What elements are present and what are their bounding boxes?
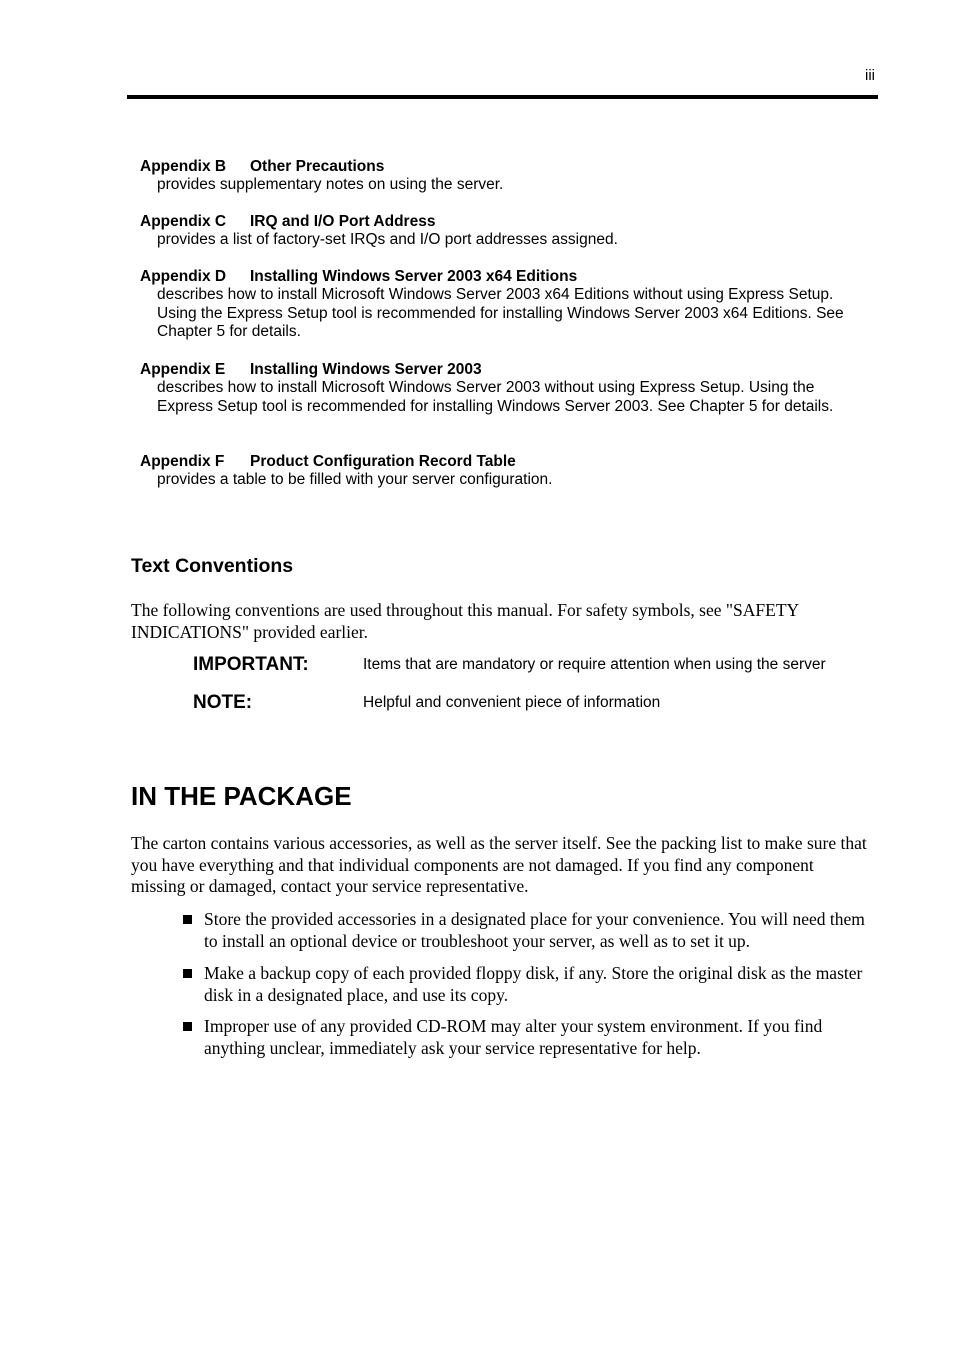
appendix-heading [140, 360, 870, 379]
appendix-title: Installing Windows Server 2003 x64 Editions [250, 268, 578, 285]
list-item [183, 908, 873, 952]
package-heading: IN THE PACKAGE [131, 781, 352, 811]
list-item [183, 962, 873, 1006]
appendix-c [140, 212, 870, 250]
bullet-square-icon [183, 1022, 192, 1031]
text-conventions-intro: The following conventions are used throughout this manual. For safety symbols, see "SAFETY INDICATIONS" provided earlier. [131, 600, 799, 642]
convention-definition: Items that are mandatory or require attention when using the server [363, 656, 826, 673]
appendix-heading [140, 267, 870, 286]
header-rule [127, 95, 878, 99]
appendix-label: Appendix B [140, 158, 227, 175]
bullet-square-icon [183, 915, 192, 924]
appendix-description: provides a list of factory-set IRQs and I/O port addresses assigned. [157, 231, 618, 248]
appendix-label: Appendix E [140, 361, 226, 378]
convention-note [193, 692, 883, 716]
appendix-title: Installing Windows Server 2003 [250, 361, 482, 378]
convention-term: IMPORTANT: [193, 654, 309, 675]
appendix-label: Appendix C [140, 213, 227, 230]
list-item [183, 1015, 873, 1059]
appendix-description: provides supplementary notes on using the server. [157, 176, 504, 193]
appendix-heading [140, 452, 870, 471]
page-number: iii [865, 67, 875, 84]
package-intro: The carton contains various accessories, as well as the server itself. See the packing list to make sure that you have everything and that individual components are not damaged. If you find any component missing or damaged, contact your service representative. [131, 833, 867, 897]
appendix-label: Appendix D [140, 268, 227, 285]
appendix-description: provides a table to be filled with your server configuration. [157, 471, 553, 488]
convention-term: NOTE: [193, 692, 253, 713]
appendix-title: IRQ and I/O Port Address [250, 213, 436, 230]
text-conventions-heading: Text Conventions [131, 555, 294, 577]
appendix-heading [140, 157, 870, 176]
convention-important [193, 654, 883, 678]
appendix-d [140, 267, 870, 342]
convention-definition: Helpful and convenient piece of information [363, 694, 661, 711]
appendix-e [140, 360, 870, 416]
list-item-text: Improper use of any provided CD-ROM may alter your system environment. If you find anything unclear, immediately ask your service representative for help. [204, 1016, 823, 1058]
appendix-title: Other Precautions [250, 158, 385, 175]
appendix-f [140, 452, 870, 490]
appendix-title: Product Configuration Record Table [250, 453, 516, 470]
appendix-heading [140, 212, 870, 231]
appendix-b [140, 157, 870, 195]
appendix-label: Appendix F [140, 453, 225, 470]
list-item-text: Make a backup copy of each provided floppy disk, if any. Store the original disk as the master disk in a designated place, and use its copy. [204, 963, 863, 1005]
appendix-description: describes how to install Microsoft Windows Server 2003 x64 Editions without using Express Setup. Using the Express Setup tool is recommended for installing Windows Server 2003 x64 Editions. See Chapter 5 for details. [157, 286, 844, 340]
appendix-description: describes how to install Microsoft Windows Server 2003 without using Express Setup. Using the Express Setup tool is recommended for installing Windows Server 2003. See Chapter 5 for details. [157, 379, 834, 415]
bullet-square-icon [183, 969, 192, 978]
list-item-text: Store the provided accessories in a designated place for your convenience. You will need them to install an optional device or troubleshoot your server, as well as to set it up. [204, 909, 865, 951]
